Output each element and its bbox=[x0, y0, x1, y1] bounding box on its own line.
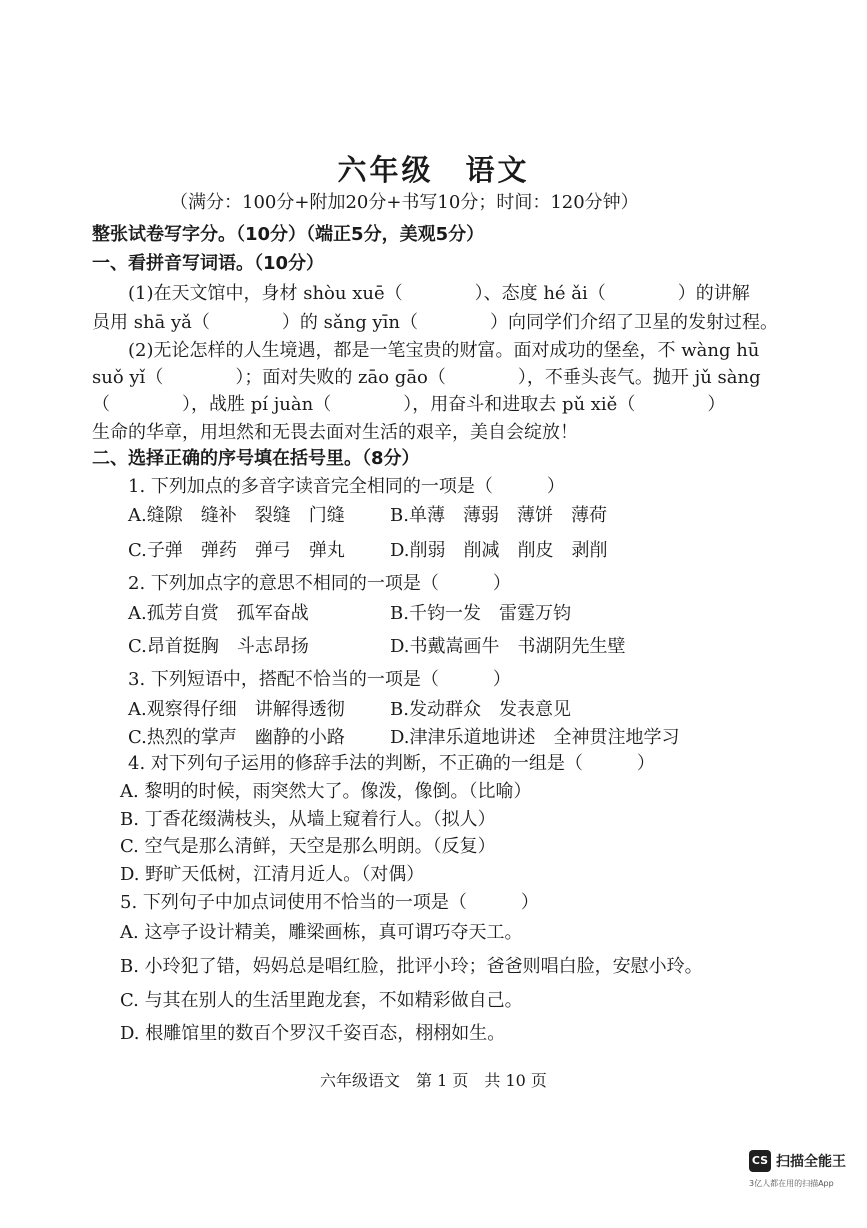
scanner-tagline: 3亿人都在用的扫描App bbox=[749, 1179, 834, 1188]
question-1: 1. 下列加点的多音字读音完全相同的一项是（ ） bbox=[128, 476, 565, 497]
option-line: A.孤芳自赏 孤军奋战 bbox=[128, 603, 309, 624]
option-line: C.热烈的掌声 幽静的小路 bbox=[128, 727, 345, 748]
option-line: C.昂首挺胸 斗志昂扬 bbox=[128, 636, 309, 657]
page-title: 六年级 语文 bbox=[337, 153, 530, 187]
option-line: A. 这亭子设计精美，雕梁画栋，真可谓巧夺天工。 bbox=[120, 922, 523, 943]
section-1-line: (2)无论怎样的人生境遇，都是一笔宝贵的财富。面对成功的堡垒，不 wàng hū bbox=[128, 340, 760, 361]
section-1-line: 员用 shā yǎ（ ）的 sǎng yīn（ ）向同学们介绍了卫星的发射过程。 bbox=[92, 312, 778, 333]
option-line: B.发动群众 发表意见 bbox=[390, 699, 571, 720]
option-line: B.单薄 薄弱 薄饼 薄荷 bbox=[390, 505, 607, 526]
scanner-watermark bbox=[749, 1150, 859, 1210]
question-2: 2. 下列加点字的意思不相同的一项是（ ） bbox=[128, 573, 511, 594]
option-line: B. 丁香花缀满枝头，从墙上窥着行人。（拟人） bbox=[120, 809, 496, 830]
option-line: D.书戴嵩画牛 书湖阴先生壁 bbox=[390, 636, 626, 657]
section-1-heading: 一、看拼音写词语。（10分） bbox=[92, 253, 325, 274]
option-line: B.千钧一发 雷霆万钧 bbox=[390, 603, 571, 624]
exam-info: （满分：100分+附加20分+书写10分；时间：120分钟） bbox=[170, 192, 639, 213]
option-line: D. 野旷天低树，江清月近人。（对偶） bbox=[120, 864, 425, 885]
scanner-name: 扫描全能王 bbox=[776, 1154, 846, 1170]
option-line: A. 黎明的时候，雨突然大了。像泼，像倒。（比喻） bbox=[120, 781, 532, 802]
option-line: D.津津乐道地讲述 全神贯注地学习 bbox=[390, 727, 680, 748]
question-4: 4. 对下列句子运用的修辞手法的判断，不正确的一组是（ ） bbox=[128, 753, 655, 774]
question-3: 3. 下列短语中，搭配不恰当的一项是（ ） bbox=[128, 669, 511, 690]
section-1-line: (1)在天文馆中，身材 shòu xuē（ ）、态度 hé ǎi（ ）的讲解 bbox=[128, 283, 750, 304]
option-line: C.子弹 弹药 弹弓 弹丸 bbox=[128, 540, 345, 561]
section-2-heading: 二、选择正确的序号填在括号里。（8分） bbox=[92, 448, 420, 469]
option-line: C. 空气是那么清鲜，天空是那么明朗。（反复） bbox=[120, 836, 496, 857]
option-line: D. 根雕馆里的数百个罗汉千姿百态，栩栩如生。 bbox=[120, 1023, 506, 1044]
section-1-line: （ ），战胜 pí juàn（ ），用奋斗和进取去 pǔ xiě（ ） bbox=[92, 394, 726, 415]
handwriting-note: 整张试卷写字分。（10分）（端正5分，美观5分） bbox=[92, 224, 485, 245]
page-footer: 六年级语文 第 1 页 共 10 页 bbox=[320, 1071, 547, 1090]
option-line: A.观察得仔细 讲解得透彻 bbox=[128, 699, 345, 720]
section-1-line: 生命的华章，用坦然和无畏去面对生活的艰辛，美自会绽放！ bbox=[92, 422, 578, 443]
option-line: A.缝隙 缝补 裂缝 门缝 bbox=[128, 505, 345, 526]
question-5: 5. 下列句子中加点词使用不恰当的一项是（ ） bbox=[120, 892, 539, 913]
scanner-logo-icon: CS bbox=[749, 1150, 771, 1172]
option-line: B. 小玲犯了错，妈妈总是唱红脸，批评小玲；爸爸则唱白脸，安慰小玲。 bbox=[120, 956, 703, 977]
section-1-line: suǒ yǐ（ ）；面对失败的 zāo gāo（ ），不垂头丧气。抛开 jǔ sàng bbox=[92, 367, 761, 388]
option-line: D.削弱 削减 削皮 剥削 bbox=[390, 540, 608, 561]
option-line: C. 与其在别人的生活里跑龙套，不如精彩做自己。 bbox=[120, 990, 523, 1011]
